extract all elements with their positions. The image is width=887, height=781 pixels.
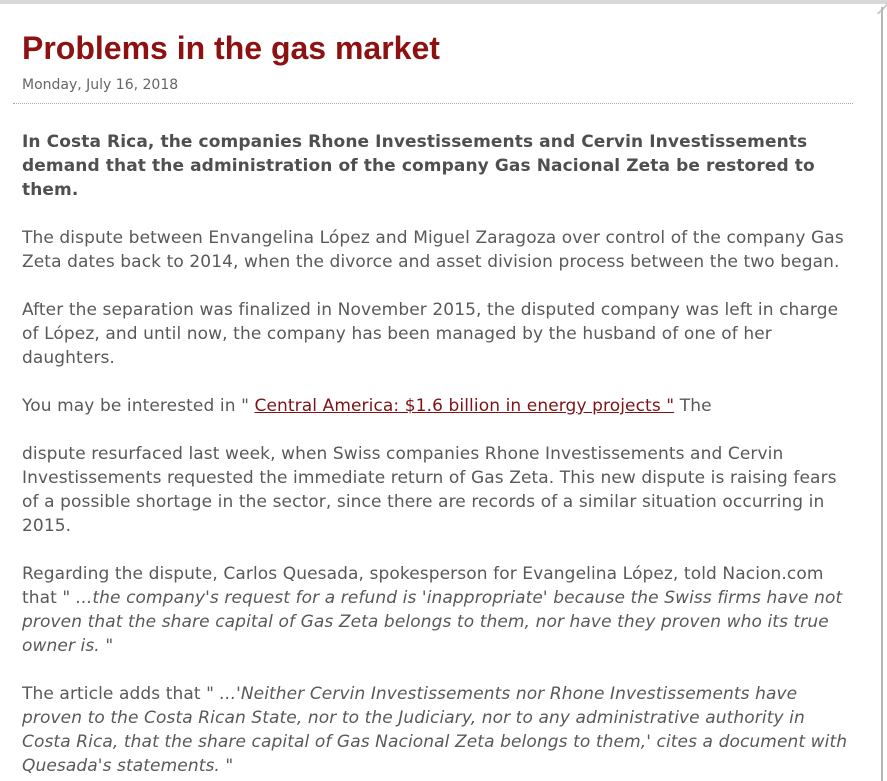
paragraph-related-link-line (22, 394, 853, 418)
article-header (13, 30, 853, 104)
quote2-closing-quote: " (219, 756, 234, 776)
quote2-italic-text: ...'Neither Cervin Investissements nor Rhone Investissements have proven to the Costa Rican State, nor to the Judiciary, nor to any administrative authority in Costa Rica, that the share capital of Gas Nacional Zeta belongs to them,' cites a document with Quesada's statements. (22, 684, 848, 776)
related-link-suffix-text: The (674, 396, 712, 416)
article-page (0, 30, 887, 778)
quote2-lead-text: The article adds that " (22, 684, 220, 704)
article-body (13, 130, 853, 778)
related-article-link[interactable]: Central America: $1.6 billion in energy projects " (254, 396, 675, 416)
article-date: Monday, July 16, 2018 (22, 77, 179, 93)
page-title: Problems in the gas market (22, 30, 440, 66)
paragraph-article-adds-quote (22, 682, 853, 778)
paragraph-separation: After the separation was finalized in November 2015, the disputed company was left in charge of López, and until now, the company has been managed by the husband of one of her daughters. (22, 300, 839, 368)
page-right-border (881, 7, 883, 781)
article-intro-paragraph: In Costa Rica, the companies Rhone Investissements and Cervin Investissements demand that the administration of the company Gas Nacional Zeta be restored to them. (22, 132, 815, 200)
paragraph-dispute-history: The dispute between Envangelina López and Miguel Zaragoza over control of the company Gas Zeta dates back to 2014, when the divorce and asset division process between the two began. (22, 228, 844, 272)
related-link-prefix-text: You may be interested in " (22, 396, 255, 416)
top-divider-bar (0, 0, 887, 4)
paragraph-quesada-quote (22, 562, 853, 658)
quote1-lead-text: Regarding the dispute, Carlos Quesada, spokesperson for Evangelina López, told Nacion.com that " (22, 564, 824, 608)
quote1-closing-quote: " (99, 636, 114, 656)
paragraph-resurfaced: dispute resurfaced last week, when Swiss companies Rhone Investissements and Cervin Investissements requested the immediate return of Gas Zeta. This new dispute is raising fears of a possible shortage in the sector, since there are records of a similar situation occurring in 2015. (22, 444, 837, 536)
quote1-italic-text: ...the company's request for a refund is 'inappropriate' because the Swiss firms have not proven that the share capital of Gas Zeta belongs to them, nor have they proven who its true owner is. (22, 588, 843, 656)
